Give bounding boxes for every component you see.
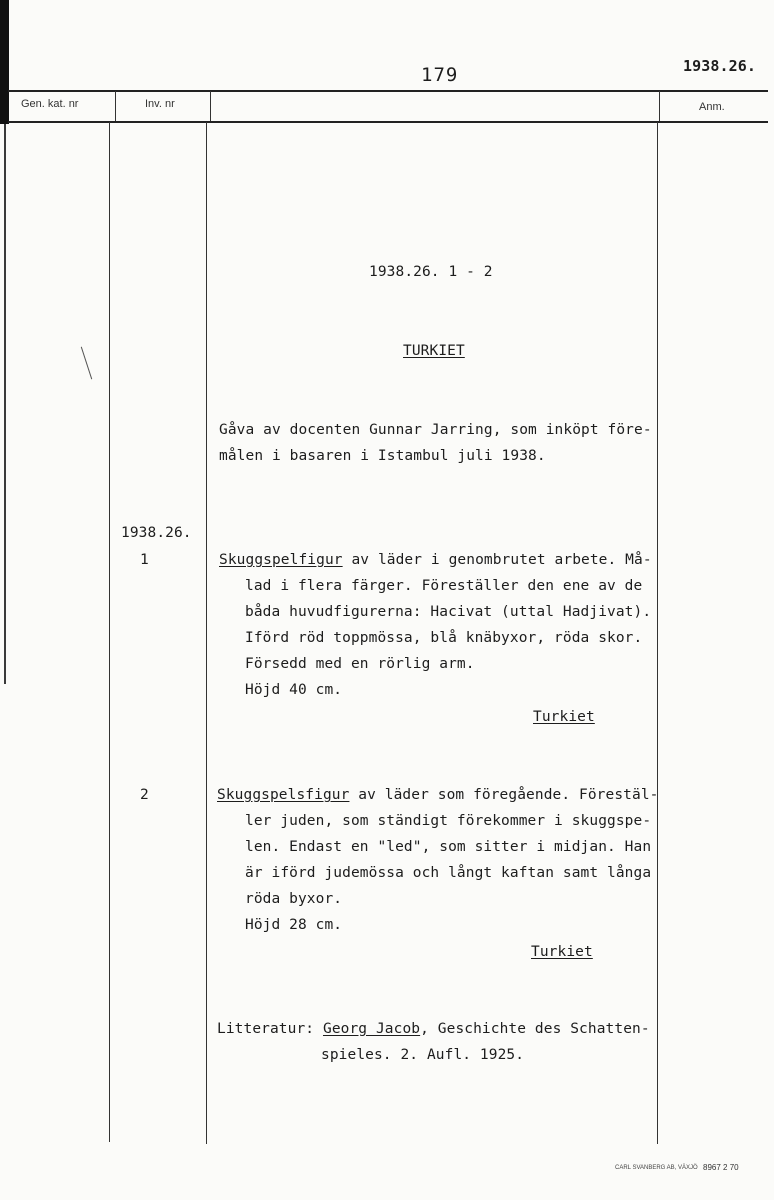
item-title: Skuggspelfigur — [219, 552, 343, 568]
donation-line: Gåva av docenten Gunnar Jarring, som inköpt före- — [219, 422, 652, 438]
item-description-line: båda huvudfigurerna: Hacivat (uttal Hadjivat). — [245, 604, 652, 620]
pencil-mark — [81, 347, 92, 380]
item-description-line: röda byxor. — [245, 891, 343, 907]
inventory-number: 2 — [140, 787, 149, 803]
column-header-inv: Inv. nr — [145, 98, 175, 110]
column-header-gen-kat: Gen. kat. nr — [21, 98, 79, 110]
item-first-line — [217, 787, 659, 803]
inventory-number: 1 — [140, 552, 149, 568]
binder-edge — [0, 0, 9, 124]
column-divider-gen-inv — [109, 122, 110, 1142]
item-description-line: är iförd judemössa och långt kaftan samt långa — [245, 865, 652, 881]
item-first-line — [219, 552, 652, 568]
column-divider — [659, 91, 660, 121]
item-description-line: len. Endast en "led", som sitter i midjan. Han — [245, 839, 652, 855]
column-divider — [210, 91, 211, 121]
inventory-prefix: 1938.26. — [121, 525, 192, 541]
literature-author: Georg Jacob — [322, 1021, 421, 1037]
literature-label: Litteratur: — [217, 1021, 315, 1037]
header-bottom-rule — [8, 121, 768, 123]
item-description-line: Iförd röd toppmössa, blå knäbyxor, röda skor. — [245, 630, 643, 646]
item-title: Skuggspelsfigur — [217, 787, 350, 803]
item-description: av läder som föregående. Förestäl- — [349, 787, 659, 803]
range-heading: 1938.26. 1 - 2 — [369, 264, 493, 280]
column-header-anm: Anm. — [699, 101, 725, 113]
column-divider-text-anm — [657, 122, 658, 1144]
item-origin: Turkiet — [533, 709, 595, 725]
form-code: 8967 2 70 — [703, 1163, 739, 1172]
donation-line: målen i basaren i Istambul juli 1938. — [219, 448, 546, 464]
literature-title: , Geschichte des Schatten- — [420, 1021, 650, 1037]
item-height: Höjd 40 cm. — [245, 682, 343, 698]
item-height: Höjd 28 cm. — [245, 917, 343, 933]
country-heading: TURKIET — [403, 343, 465, 359]
item-origin: Turkiet — [531, 944, 593, 960]
item-description-line: lad i flera färger. Föreställer den ene av de — [245, 578, 643, 594]
literature-line — [217, 1021, 650, 1037]
printer-imprint: CARL SVANBERG AB, VÄXJÖ — [615, 1165, 698, 1171]
item-description-line: Försedd med en rörlig arm. — [245, 656, 475, 672]
column-divider-inv-text — [206, 122, 207, 1144]
header-top-rule — [8, 90, 768, 92]
page-number: 179 — [421, 64, 459, 86]
literature-line-2: spieles. 2. Aufl. 1925. — [321, 1047, 525, 1063]
item-description: av läder i genombrutet arbete. Må- — [342, 552, 652, 568]
binder-edge-line — [4, 124, 6, 684]
item-description-line: ler juden, som ständigt förekommer i skuggspe- — [245, 813, 652, 829]
column-divider — [115, 91, 116, 121]
accession-reference: 1938.26. — [683, 57, 757, 75]
